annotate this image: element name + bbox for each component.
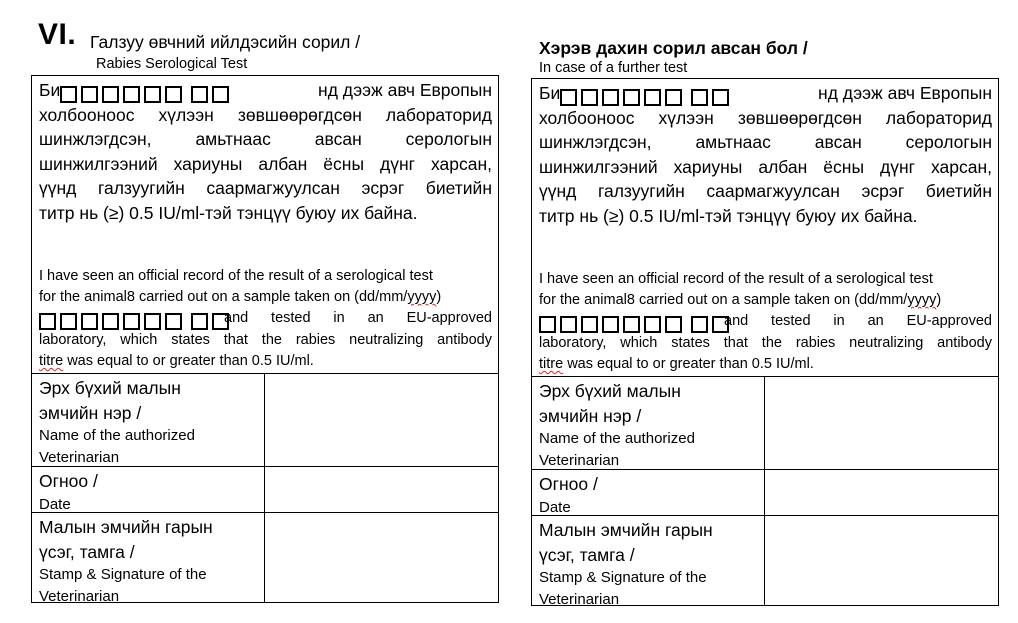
further-date-label: Огноо / Date (532, 469, 765, 515)
date-label: Огноо / Date (32, 466, 265, 512)
statement-en (39, 266, 492, 372)
vet-name-field[interactable] (265, 373, 498, 466)
stamp-row (32, 512, 498, 605)
vet-name-label: Эрх бүхий малын эмчийн нэр / Name of the authorized Veterinarian (32, 373, 265, 466)
further-statement-mn: Би нд дээж авч Европын холбооноос хүлээн зөвшөөрөгдсөн лабораторид шинжлэгдсэн, амьтнаас авсан серологын шинжилгээний хариуны албан ёсны дүнг харсан, үүнд галзуугийн саармагжуулсан эсрэг биетийн титр нь (≥) 0.5 IU/ml-тэй тэнцүү буюу их байна. (539, 83, 992, 226)
date-row (32, 466, 498, 513)
date-boxes-mn[interactable] (60, 81, 233, 106)
further-date-boxes-en[interactable] (539, 314, 733, 335)
statement-mn-line4: шинжилгээний хариуны албан ёсны дүнг харсан, (39, 153, 492, 174)
stamp-label: Малын эмчийн гарын үсэг, тамга / Stamp & Signature of the Veterinarian (32, 512, 265, 602)
further-test-title-mn: Хэрэв дахин сорил авсан бол / (539, 38, 808, 58)
statement-en-line4: laboratory, which states that the rabies neutralizing antibody (39, 331, 492, 348)
statement-en-line2: for the animal8 carried out on a sample taken on (dd/mm/yyyy) (39, 289, 442, 306)
rabies-test-panel (31, 75, 499, 603)
statement-block (32, 76, 498, 374)
further-date-field[interactable] (765, 469, 998, 515)
further-stamp-label: Малын эмчийн гарын үсэг, тамга / Stamp & Signature of the Veterinarian (532, 515, 765, 605)
further-vet-name-field[interactable] (765, 376, 998, 469)
further-date-boxes-mn[interactable] (560, 84, 733, 109)
statement-en-line5: titre was equal to or greater than 0.5 IU/ml. (39, 352, 314, 369)
statement-mn-line2: холбооноос хүлээн зөвшөөрөгдсөн лабораторид (39, 104, 492, 125)
statement-mn (39, 78, 492, 225)
further-test-title-en: In case of a further test (539, 60, 688, 76)
further-stamp-row (532, 515, 998, 608)
stamp-signature-field[interactable] (265, 512, 498, 602)
further-vet-name-row (532, 376, 998, 470)
statement-mn-line5: үүнд галзуугийн саармагжуулсан эсрэг биетийн (39, 178, 492, 198)
statement-mn-line3: шинжлэгдсэн, амьтнаас авсан серологын (39, 129, 492, 149)
further-date-row (532, 469, 998, 516)
date-boxes-en[interactable] (39, 311, 233, 332)
statement-en-line1: I have seen an official record of the result of a serological test (39, 268, 433, 284)
section-number: VI. (38, 18, 77, 51)
further-test-panel (531, 78, 999, 606)
statement-en-line3: and tested in an EU-approved (39, 308, 492, 329)
further-stamp-signature-field[interactable] (765, 515, 998, 605)
vet-name-row (32, 373, 498, 467)
section-title-en: Rabies Serological Test (96, 56, 248, 72)
date-field[interactable] (265, 466, 498, 512)
statement-mn-prefix: Би (39, 80, 61, 100)
statement-mn-line1-end: нд дээж авч Европын (318, 80, 492, 100)
further-statement-block (532, 79, 998, 377)
statement-mn-line6: титр нь (≥) 0.5 IU/ml-тэй тэнцүү буюу их байна. (39, 202, 418, 223)
further-vet-name-label: Эрх бүхий малын эмчийн нэр / Name of the authorized Veterinarian (532, 376, 765, 469)
further-statement-en: I have seen an official record of the result of a serological test for the animal8 carried out on a sample taken on (dd/mm/yyyy) and tested in an EU-approved laboratory, which states that the rabies neutralizing antibody titre was equal to or greater than 0.5 IU/ml. (539, 271, 992, 372)
section-title-mn: Галзуу өвчний ийлдэсийн сорил / (90, 32, 361, 52)
